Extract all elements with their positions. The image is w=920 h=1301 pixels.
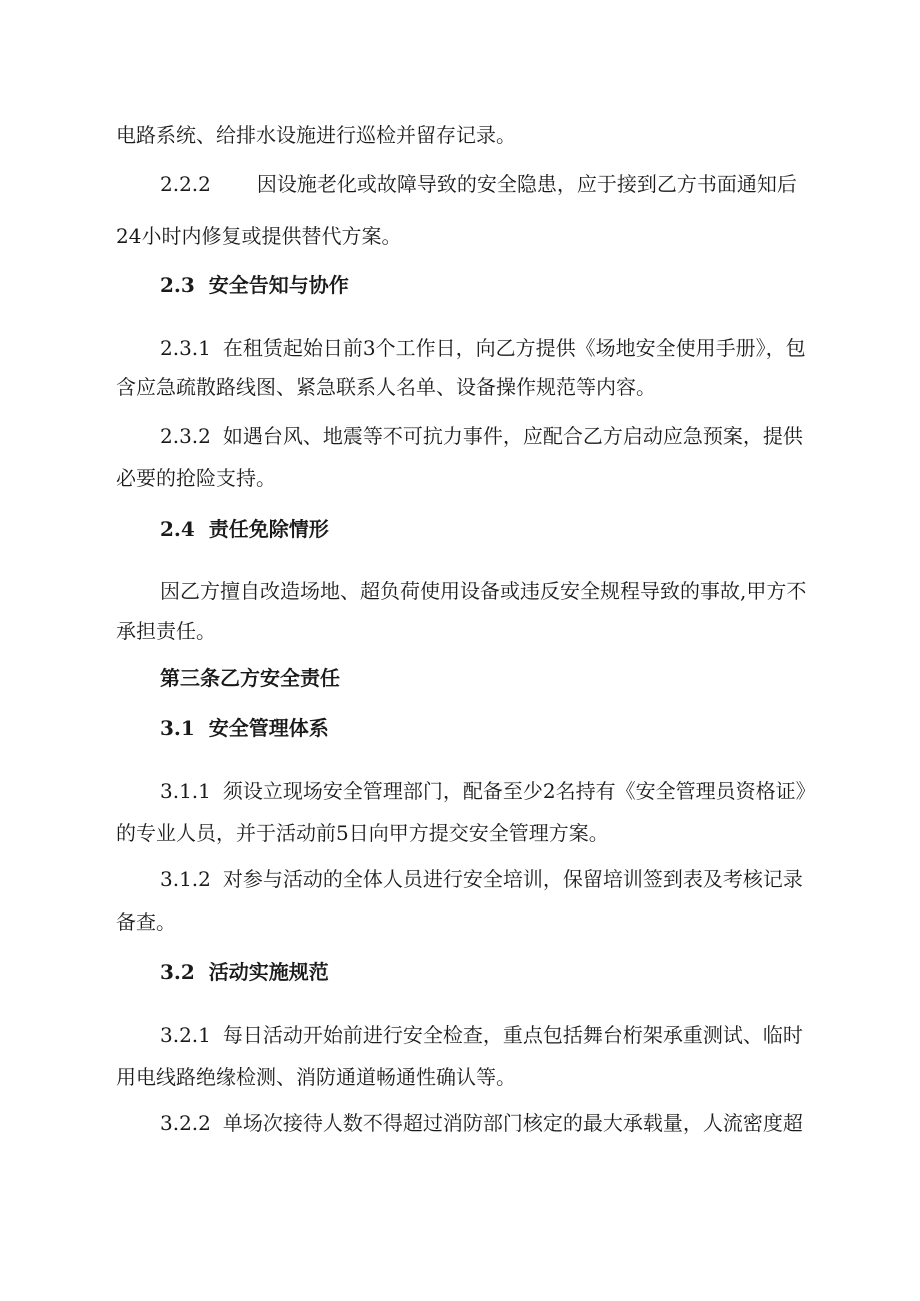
clause-3-1-2	[160, 865, 803, 893]
heading-text: 安全管理体系	[208, 716, 329, 740]
section-heading-2-3	[160, 271, 349, 299]
clause-3-2-1	[160, 1021, 803, 1049]
clause-number: 2.3.2	[160, 424, 211, 448]
section-heading-3-2	[160, 958, 329, 986]
line-text: 必要的抢险支持。	[116, 466, 276, 490]
line-text: 因乙方擅自改造场地、超负荷使用设备或违反安全规程导致的事故,甲方不	[160, 579, 807, 603]
article-heading-3	[160, 664, 340, 692]
clause-number: 3.1.1	[160, 779, 211, 803]
clause-text: 如遇台风、地震等不可抗力事件，应配合乙方启动应急预案，提供	[222, 424, 803, 448]
clause-number: 3.2.2	[160, 1111, 211, 1135]
heading-text: 安全告知与协作	[208, 273, 349, 297]
clause-3-2-2	[160, 1109, 803, 1137]
clause-2-3-2	[160, 422, 803, 450]
paragraph-line	[116, 819, 609, 847]
section-heading-3-1	[160, 714, 329, 742]
paragraph-line	[160, 577, 806, 605]
heading-text: 责任免除情形	[208, 517, 329, 541]
line-text: 承担责任。	[116, 619, 216, 643]
clause-text: 对参与活动的全体人员进行安全培训，保留培训签到表及考核记录	[222, 867, 803, 891]
clause-number: 3.1.2	[160, 867, 211, 891]
clause-text: 单场次接待人数不得超过消防部门核定的最大承载量，人流密度超	[222, 1111, 803, 1135]
paragraph-line	[116, 222, 401, 250]
line-text: 的专业人员，并于活动前5日向甲方提交安全管理方案。	[116, 821, 609, 845]
clause-3-1-1	[160, 777, 816, 805]
clause-text: 每日活动开始前进行安全检查，重点包括舞台桁架承重测试、临时	[222, 1023, 803, 1047]
heading-number: 3.2	[160, 960, 195, 984]
paragraph-line	[116, 617, 216, 645]
line-text: 含应急疏散路线图、紧急联系人名单、设备操作规范等内容。	[116, 375, 656, 399]
heading-text: 活动实施规范	[208, 960, 329, 984]
clause-2-3-1	[160, 334, 806, 362]
heading-number: 3.1	[160, 716, 195, 740]
heading-text: 第三条乙方安全责任	[160, 666, 340, 690]
line-text: 电路系统、给排水设施进行巡检并留存记录。	[116, 123, 516, 147]
clause-text: 在租赁起始日前3个工作日，向乙方提供《场地安全使用手册》，包	[222, 336, 806, 360]
paragraph-line	[116, 464, 276, 492]
clause-text: 须设立现场安全管理部门，配备至少2名持有《安全管理员资格证》	[222, 779, 816, 803]
clause-text: 因设施老化或故障导致的安全隐患，应于接到乙方书面通知后	[256, 172, 797, 196]
clause-number: 2.2.2	[160, 172, 211, 196]
line-text: 备查。	[116, 910, 176, 934]
paragraph-line	[116, 373, 656, 401]
clause-number: 2.3.1	[160, 336, 211, 360]
paragraph-line	[116, 121, 516, 149]
paragraph-line	[116, 1063, 516, 1091]
line-text: 用电线路绝缘检测、消防通道畅通性确认等。	[116, 1065, 516, 1089]
heading-number: 2.3	[160, 273, 195, 297]
paragraph-line	[116, 908, 176, 936]
clause-number: 3.2.1	[160, 1023, 211, 1047]
heading-number: 2.4	[160, 517, 195, 541]
clause-2-2-2	[160, 170, 797, 198]
line-text: 24小时内修复或提供替代方案。	[116, 224, 402, 248]
section-heading-2-4	[160, 515, 329, 543]
